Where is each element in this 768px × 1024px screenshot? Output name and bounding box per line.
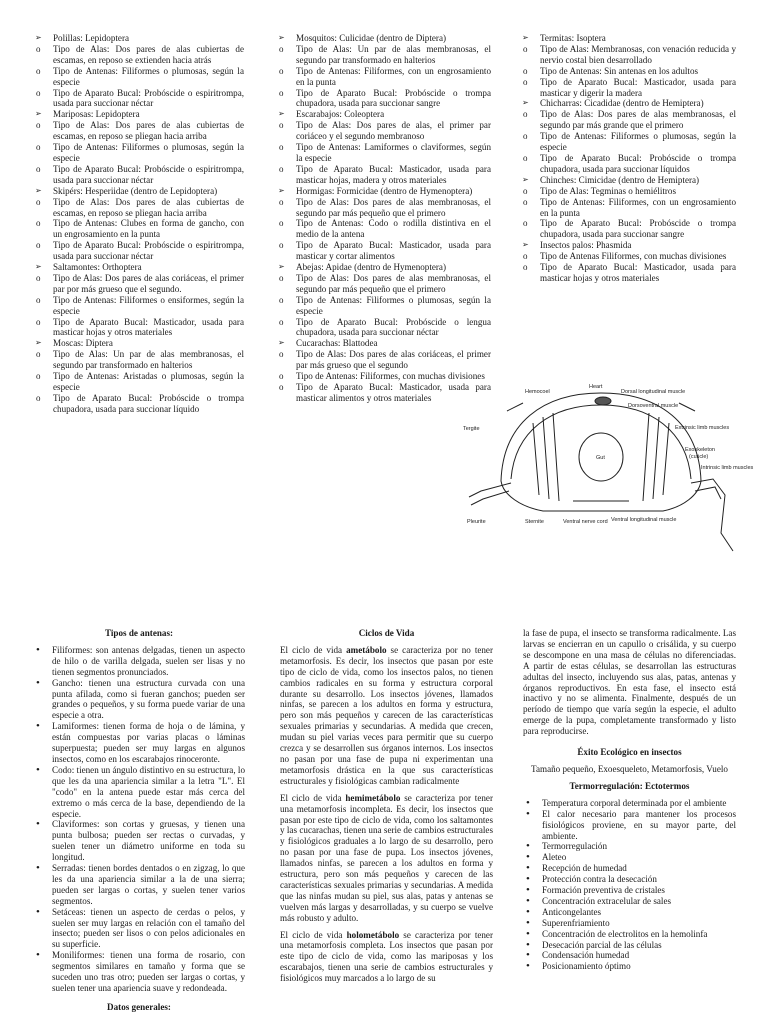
label-cuticle: (cuticle): [689, 454, 709, 460]
insect-trait: o Tipo de Alas: Dos pares de alas membranosas, el segundo par más grande que el primero: [520, 109, 736, 131]
thermoregulation-item: • Concentración de electrolitos en la hemolinfa: [523, 929, 736, 940]
label-dorsal-longitudinal: Dorsal longitudinal muscle: [621, 389, 686, 395]
antenna-types-title: Tipos de antenas:: [104, 628, 174, 638]
antenna-type-item: • Codo: tienen un ángulo distintivo en su estructura, lo que les da una apariencia similar a la letra "L". El "codo" en la antena puede estar más cerca del extremo o más cerca de la base, dependiendo de la especie.: [33, 765, 245, 820]
antenna-type-item: • Moniliformes: tienen una forma de rosario, con segmentos similares en tamaño y forma que se suceden uno tras otro; pueden ser largas o cortas, y suelen tener una apariencia suave y redondeada.: [33, 950, 245, 994]
label-ventral-nerve: Ventral nerve cord: [563, 519, 608, 525]
insect-block: [520, 240, 736, 284]
insect-trait: o Tipo de Aparato Bucal: Probóscide o trompa chupadora, usada para succionar líquido: [33, 393, 244, 415]
general-data-title: Datos generales:: [107, 1001, 171, 1012]
antenna-type-item: • Serradas: tienen bordes dentados o en zigzag, lo que les da una apariencia similar a la de una sierra; pueden ser largas o cortas, y suelen tener varios segmentos.: [33, 863, 245, 907]
ecological-success-title: Éxito Ecológico en insectos: [577, 747, 682, 758]
insect-block: [520, 175, 736, 240]
thermoregulation-item: • Condensación humedad: [523, 950, 736, 961]
insect-trait: o Tipo de Antenas: Filiformes, con un engrosamiento en la punta: [276, 66, 491, 88]
muscle-band-right: [643, 413, 669, 501]
thermoregulation-item: • Posicionamiento óptimo: [523, 961, 736, 972]
insect-trait: o Tipo de Alas: Un par de alas membranosas, el segundo par transformado en halterios: [276, 44, 491, 66]
insect-column-3: [520, 33, 736, 284]
thermoregulation-item: • Aleteo: [523, 852, 736, 863]
label-hemocoel: Hemocoel: [525, 389, 550, 395]
insect-trait: o Tipo de Alas: Dos pares de alas coriáceas, el primer par por más grueso que el segundo.: [33, 273, 244, 295]
insect-trait: o Tipo de Alas: Dos pares de alas cubiertas de escamas, en reposo se extienden hacia atrás: [33, 44, 244, 66]
insect-name: ➢ Mosquitos: Culicidae (dentro de Diptera): [276, 33, 491, 44]
ametabolo-paragraph: El ciclo de vida ametábolo se caracteriza por no tener metamorfosis. Es decir, los insectos que pasan por este tipo de ciclo de vida, como los insectos palos, no tienen cambios radicales en su forma y estructura corporal durante su desarrollo. Los insectos jóvenes, llamados ninfas, se parecen a los adultos en forma y estructura, pero son más pequeños y carecen de las características sexuales primarias y secundarias. A medida que crecen, mudan su piel varias veces para permitir que su cuerpo crezca y se desarrollen sus órganos internos. Los insectos no pasan por una fase de pupa ni experimentan una metamorfosis drástica en la que sus características estructurales y fisiológicas cambian radicalmente: [280, 644, 493, 786]
label-tergite: Tergite: [463, 426, 480, 432]
insect-name: ➢ Escarabajos: Coleoptera: [276, 109, 491, 120]
thermoregulation-item: • Superenfriamiento: [523, 918, 736, 929]
label-ventral-longitudinal: Ventral longitudinal muscle: [611, 517, 677, 523]
insect-trait: o Tipo de Aparato Bucal: Probóscide o espiritrompa, usada para succionar néctar: [33, 164, 244, 186]
insect-name: ➢ Moscas: Diptera: [33, 338, 244, 349]
insect-trait: o Tipo de Aparato Bucal: Masticador, usada para masticar y digerir la madera: [520, 77, 736, 99]
body-outline: [501, 393, 701, 511]
insect-column-2: [276, 33, 491, 404]
label-sternite: Sternite: [525, 519, 544, 525]
insect-trait: o Tipo de Aparato Bucal: Masticador, usada para masticar y cortar alimentos: [276, 240, 491, 262]
insect-trait: o Tipo de Aparato Bucal: Masticador, usada para masticar alimentos y otros materiales: [276, 382, 491, 404]
insect-block: [33, 338, 244, 414]
insect-trait: o Tipo de Antenas: Lamiformes o claviformes, según la especie: [276, 142, 491, 164]
thermoregulation-item: • Recepción de humedad: [523, 863, 736, 874]
insect-block: [276, 33, 491, 109]
insect-trait: o Tipo de Antenas: Filiformes o plumosas, según la especie: [33, 66, 244, 88]
insect-trait: o Tipo de Antenas: Clubes en forma de gancho, con un engrosamiento en la punta: [33, 218, 244, 240]
hemimetabolo-paragraph: El ciclo de vida hemimetábolo se caracteriza por tener una metamorfosis incompleta. Es decir, los insectos que pasan por este tipo de ciclo de vida, como los saltamontes y las cucarachas, tienen una serie de cambios estructurales y fisiológicos graduales a lo largo de su desarrollo, pero no pasan por una fase de pupa. Los insectos jóvenes, llamados ninfas, se parecen a los adultos en forma y estructura, pero son más pequeños y carecen de las características sexuales primarias y secundarias. A medida que las ninfas mudan su piel, sus alas, patas y antenas se vuelven más largas y desarrolladas, y su cuerpo se vuelve más robusto y adulto.: [280, 792, 493, 923]
thermoregulation-item: • Formación preventiva de cristales: [523, 885, 736, 896]
thermoregulation-item: • Concentración extracelular de sales: [523, 896, 736, 907]
ecological-success-text: Tamaño pequeño, Exoesqueleto, Metamorfosis, Vuelo: [531, 763, 728, 774]
insect-trait: o Tipo de Aparato Bucal: Masticador, usada para masticar hojas y otros materiales: [520, 262, 736, 284]
insect-name: ➢ Chicharras: Cicadidae (dentro de Hemiptera): [520, 98, 736, 109]
insect-name: ➢ Insectos palos: Phasmida: [520, 240, 736, 251]
antenna-type-item: • Claviformes: son cortas y gruesas, y tienen una punta bulbosa; pueden ser rectas o curvadas, y suelen tener un diámetro uniforme en toda su longitud.: [33, 819, 245, 863]
insect-trait: o Tipo de Alas: Dos pares de alas cubiertas de escamas, en reposo se pliegan hacia arriba: [33, 120, 244, 142]
insect-trait: o Tipo de Alas: Dos pares de alas membranosas, el segundo par más pequeño que el primero: [276, 197, 491, 219]
insect-trait: o Tipo de Antenas: Codo o rodilla distintiva en el medio de la antena: [276, 218, 491, 240]
thermoregulation-item: • Protección contra la desecación: [523, 874, 736, 885]
antenna-type-item: • Setáceas: tienen un aspecto de cerdas o pelos, y suelen ser muy largas en relación con el tamaño del insecto; pueden ser lisos o con pelos adicionales en su superficie.: [33, 907, 245, 951]
thermoregulation-item: • Termorregulación: [523, 841, 736, 852]
antenna-types-list: [33, 645, 245, 994]
insect-block: [520, 33, 736, 98]
insect-trait: o Tipo de Alas: Membranosas, con venación reducida y nervio costal bien desarrollado: [520, 44, 736, 66]
ecology-section: [523, 628, 736, 972]
insect-trait: o Tipo de Antenas: Filiformes, con un engrosamiento en la punta: [520, 197, 736, 219]
antenna-type-item: • Filiformes: son antenas delgadas, tienen un aspecto de hilo o de varilla delgada, suelen ser lisas y no tienen segmentos pronunciados.: [33, 645, 245, 678]
label-intrinsic: Intrinsic limb muscles: [701, 465, 754, 471]
muscle-band-left: [533, 413, 559, 501]
antenna-types-section: [33, 628, 245, 1019]
insect-trait: o Tipo de Aparato Bucal: Masticador, usada para masticar hojas y otros materiales: [33, 317, 244, 339]
label-dorsoventral: Dorsoventral muscle: [628, 403, 679, 409]
insect-name: ➢ Polillas: Lepidoptera: [33, 33, 244, 44]
insect-trait: o Tipo de Antenas: Filiformes o plumosas, según la especie: [520, 131, 736, 153]
insect-trait: o Tipo de Alas: Dos pares de alas coriáceas, el primer par más grueso que el segundo: [276, 349, 491, 371]
insect-name: ➢ Hormigas: Formicidae (dentro de Hymenoptera): [276, 186, 491, 197]
insect-trait: o Tipo de Antenas Filiformes, con muchas divisiones: [520, 251, 736, 262]
insect-name: ➢ Skipérs: Hesperiidae (dentro de Lepidoptera): [33, 186, 244, 197]
insect-trait: o Tipo de Aparato Bucal: Probóscide o trompa chupadora, usada para succionar líquidos: [520, 153, 736, 175]
label-gut: Gut: [596, 455, 605, 461]
insect-trait: o Tipo de Alas: Dos pares de alas membranosas, el segundo par más pequeño que el primero: [276, 273, 491, 295]
insect-trait: o Tipo de Aparato Bucal: Probóscide o lengua chupadora, usada para succionar néctar: [276, 317, 491, 339]
insect-trait: o Tipo de Antenas: Filiformes o ensiformes, según la especie: [33, 295, 244, 317]
insect-trait: o Tipo de Aparato Bucal: Probóscide o espiritrompa, usada para succionar néctar: [33, 88, 244, 110]
insect-block: [276, 186, 491, 262]
insect-block: [33, 33, 244, 109]
heart-shape: [595, 397, 611, 405]
label-extrinsic: Extrinsic limb muscles: [675, 425, 730, 431]
insect-name: ➢ Mariposas: Lepidoptera: [33, 109, 244, 120]
insect-trait: o Tipo de Aparato Bucal: Probóscide o trompa chupadora, usada para succionar sangre: [276, 88, 491, 110]
thermoregulation-list: [523, 798, 736, 973]
thermoregulation-item: • Anticongelantes: [523, 907, 736, 918]
thermoregulation-item: • Temperatura corporal determinada por el ambiente: [523, 798, 736, 809]
thermoregulation-item: • Desecación parcial de las células: [523, 940, 736, 951]
insect-cross-section-diagram: [463, 383, 754, 555]
insect-block: [33, 262, 244, 338]
insect-name: ➢ Saltamontes: Orthoptera: [33, 262, 244, 273]
insect-trait: o Tipo de Antenas: Filiformes o plumosas, según la especie: [33, 142, 244, 164]
pupa-continuation-paragraph: la fase de pupa, el insecto se transforma radicalmente. Las larvas se encierran en un capullo o crisálida, y su cuerpo se descompone en una masa de células no diferenciadas. A partir de estas células, se desarrollan las estructuras adultas del insecto, incluyendo sus alas, patas, antenas y órganos reproductivos. En esta fase, el insecto está inactivo y no se alimenta. Finalmente, después de un período de tiempo que varía según la especie, el adulto emerge de la pupa, completamente transformado y listo para reproducirse.: [523, 628, 736, 737]
insect-trait: o Tipo de Alas: Un par de alas membranosas, el segundo par transformado en halterios: [33, 349, 244, 371]
insect-trait: o Tipo de Antenas: Filiformes, con muchas divisiones: [276, 371, 491, 382]
insect-trait: o Tipo de Alas: Tegminas o hemiélitros: [520, 186, 736, 197]
insect-name: ➢ Termitas: Isoptera: [520, 33, 736, 44]
insect-name: ➢ Chinches: Cimicidae (dentro de Hemiptera): [520, 175, 736, 186]
antenna-type-item: • Lamiformes: tienen forma de hoja o de lámina, y están compuestas por varias placas o láminas superpuesta; pueden ser muy largas en algunos insectos, como en los escarabajos rinoceronte.: [33, 721, 245, 765]
insect-trait: o Tipo de Antenas: Filiformes o plumosas, según la especie: [276, 295, 491, 317]
exoskeleton-inner: [511, 405, 691, 479]
insect-column-1: [33, 33, 244, 415]
insect-trait: o Tipo de Antenas: Aristadas o plumosas, según la especie: [33, 371, 244, 393]
life-cycles-section: [280, 628, 493, 990]
antenna-type-item: • Gancho: tienen una estructura curvada con una punta afilada, como si fueran ganchos; pueden ser grandes o pequeños, y su forma puede variar de una especie a otra.: [33, 678, 245, 722]
holometabolo-paragraph: El ciclo de vida holometábolo se caracteriza por tener una metamorfosis completa. Los insectos que pasan por este tipo de ciclo de vida, como las mariposas y los escarabajos, tienen una serie de cambios estructurales y fisiológicos muy marcados a lo largo de su: [280, 929, 493, 984]
label-exoskeleton: Exoskeleton: [685, 447, 715, 453]
thermoregulation-title: Termorregulación: Ectotermos: [569, 780, 690, 791]
insect-name: ➢ Cucarachas: Blattodea: [276, 338, 491, 349]
insect-block: [33, 186, 244, 262]
insect-block: [276, 338, 491, 403]
insect-trait: o Tipo de Antenas: Sin antenas en los adultos: [520, 66, 736, 77]
insect-block: [276, 109, 491, 185]
insect-trait: o Tipo de Aparato Bucal: Probóscide o espiritrompa, usada para succionar néctar: [33, 240, 244, 262]
insect-block: [276, 262, 491, 338]
insect-block: [33, 109, 244, 185]
insect-name: ➢ Abejas: Apidae (dentro de Hymenoptera): [276, 262, 491, 273]
label-pleurite: Pleurite: [467, 519, 486, 525]
insect-trait: o Tipo de Aparato Bucal: Probóscide o trompa chupadora, usada para succionar sangre: [520, 218, 736, 240]
thermoregulation-item: • El calor necesario para mantener los procesos fisiológicos proviene, en su mayor parte, del ambiente.: [523, 809, 736, 842]
insect-trait: o Tipo de Alas: Dos pares de alas, el primer par coriáceo y el segundo membranoso: [276, 120, 491, 142]
insect-trait: o Tipo de Alas: Dos pares de alas cubiertas de escamas, en reposo se pliegan hacia arriba: [33, 197, 244, 219]
label-heart: Heart: [589, 384, 603, 390]
insect-block: [520, 98, 736, 174]
life-cycles-title: Ciclos de Vida: [358, 628, 415, 638]
insect-trait: o Tipo de Aparato Bucal: Masticador, usada para masticar hojas, madera y otros materiales: [276, 164, 491, 186]
